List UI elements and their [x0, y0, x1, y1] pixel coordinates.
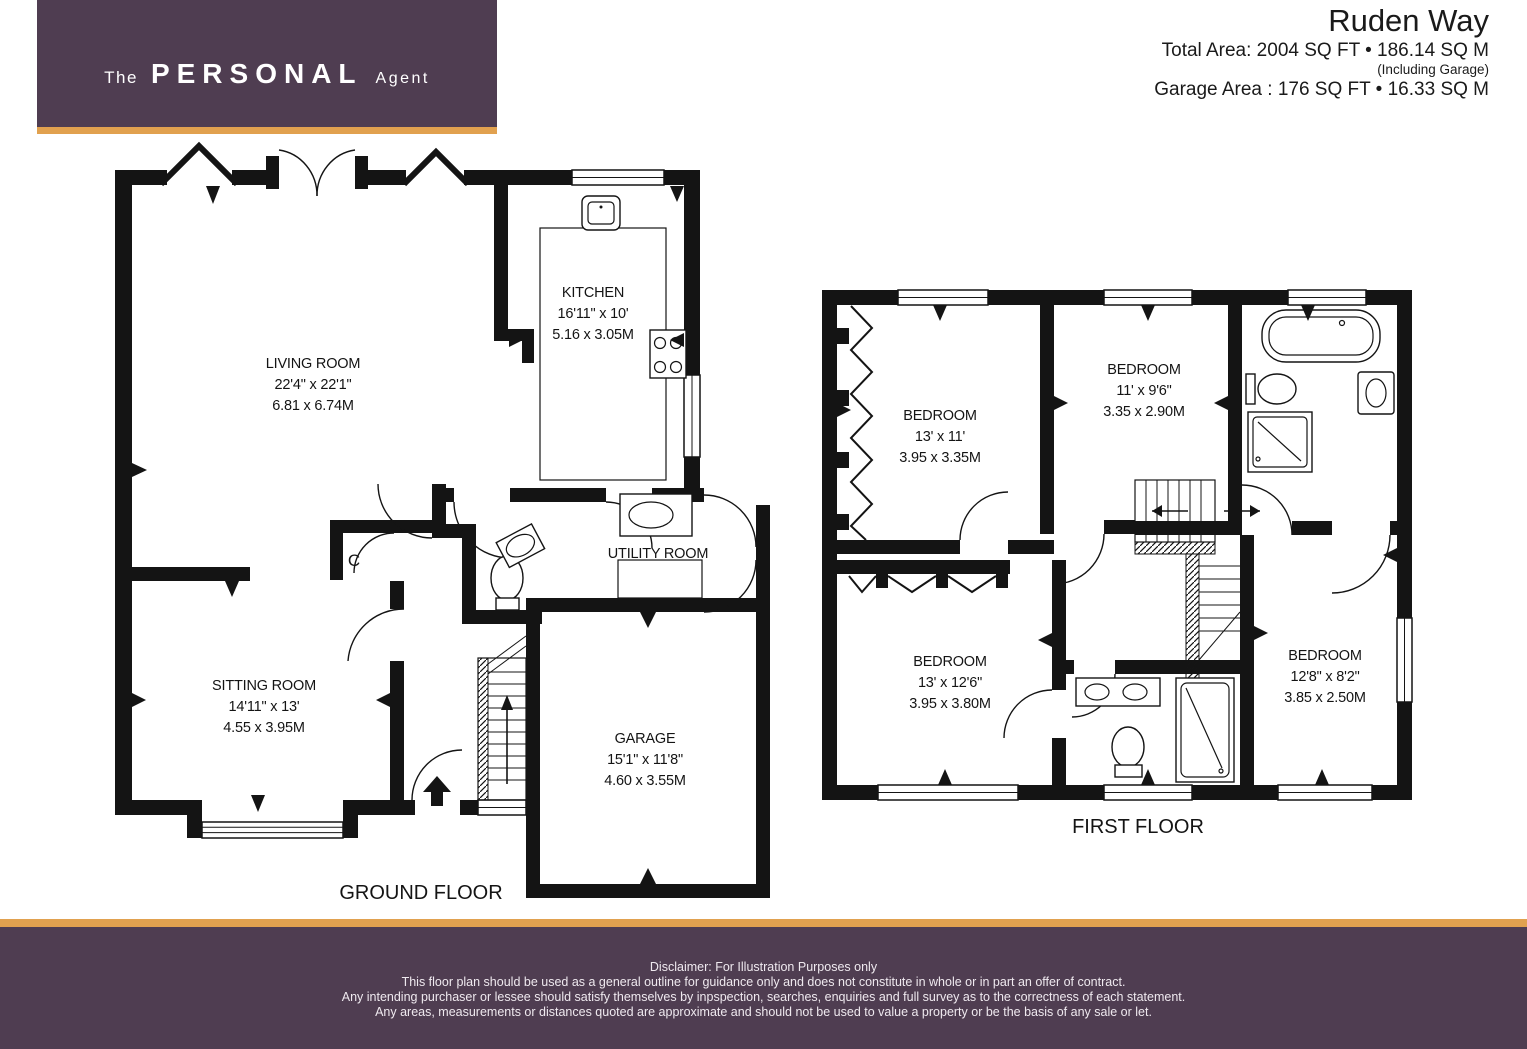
wardrobe-doors-bedroom1 — [851, 306, 872, 540]
total-area: Total Area: 2004 SQ FT • 186.14 SQ M — [1161, 40, 1489, 61]
kitchen-sink-icon — [582, 196, 620, 230]
sitting-room-imperial: 14'11" x 13' — [228, 699, 300, 715]
disclaimer-line-4: Any areas, measurements or distances quoted are approximate and should not be used to value a property or be the basis of any sale or let. — [375, 1005, 1152, 1019]
brand-the: The — [104, 68, 138, 87]
ensuite-shower-icon — [1176, 678, 1234, 782]
kitchen-counter — [540, 228, 666, 480]
french-doors — [266, 150, 368, 196]
garage-area: Garage Area : 176 SQ FT • 16.33 SQ M — [1154, 79, 1489, 100]
sitting-room-metric: 4.55 x 3.95M — [223, 720, 305, 736]
property-title: Ruden Way — [1328, 3, 1489, 38]
disclaimer-footer — [0, 927, 1527, 1049]
sitting-room-label: SITTING ROOM — [212, 678, 316, 694]
disclaimer-line-3: Any intending purchaser or lessee should satisfy themselves by inpspection, searches, enquiries and full survey as to the correctness of each statement. — [341, 990, 1186, 1004]
bathroom-toilet-icon — [1246, 374, 1296, 404]
garage-label: GARAGE — [614, 731, 676, 747]
bedroom1-label: BEDROOM — [903, 408, 977, 424]
brand-agent: Agent — [375, 70, 430, 87]
including-garage-note: (Including Garage) — [1377, 62, 1489, 77]
wardrobe-doors-bedroom3 — [849, 576, 996, 592]
living-room-metric: 6.81 x 6.74M — [272, 398, 354, 414]
first-floor-plan — [822, 290, 1412, 838]
bedroom4-imperial: 12'8" x 8'2" — [1290, 669, 1360, 685]
ground-stairs — [478, 636, 526, 800]
living-room-label: LIVING ROOM — [265, 356, 361, 372]
bedroom2-imperial: 11' x 9'6" — [1116, 383, 1172, 399]
ground-floor-title: GROUND FLOOR — [339, 882, 503, 904]
bathroom-shower-icon — [1248, 412, 1312, 472]
bedroom3-label: BEDROOM — [913, 654, 987, 670]
brand-name: PERSONAL — [150, 58, 363, 89]
kitchen-metric: 5.16 x 3.05M — [552, 327, 634, 343]
bedroom4-label: BEDROOM — [1288, 648, 1362, 664]
cupboard-label: C — [347, 551, 361, 570]
ground-floor-plan — [115, 146, 770, 904]
ensuite-toilet-icon — [1112, 727, 1144, 777]
entrance-arrow-icon — [423, 776, 451, 806]
disclaimer-line-1: Disclaimer: For Illustration Purposes only — [649, 960, 878, 974]
bedroom2-label: BEDROOM — [1107, 362, 1181, 378]
utility-sink-icon — [620, 494, 692, 536]
bedroom4-metric: 3.85 x 2.50M — [1284, 690, 1366, 706]
bedroom1-imperial: 13' x 11' — [914, 429, 966, 445]
kitchen-imperial: 16'11" x 10' — [557, 306, 629, 322]
garage-imperial: 15'1" x 11'8" — [607, 752, 683, 768]
footer-accent-stripe — [0, 919, 1527, 927]
kitchen-label: KITCHEN — [561, 285, 625, 301]
ensuite-basins-icon — [1076, 678, 1160, 706]
first-floor-title: FIRST FLOOR — [1072, 816, 1204, 838]
bedroom3-metric: 3.95 x 3.80M — [909, 696, 991, 712]
living-room-imperial: 22'4" x 22'1" — [274, 377, 352, 393]
utility-room-label: UTILITY ROOM — [607, 546, 709, 562]
bedroom1-metric: 3.95 x 3.35M — [899, 450, 981, 466]
bath-icon — [1262, 310, 1380, 362]
garage-metric: 4.60 x 3.55M — [604, 773, 686, 789]
bedroom2-metric: 3.35 x 2.90M — [1103, 404, 1185, 420]
bedroom3-imperial: 13' x 12'6" — [917, 675, 983, 691]
disclaimer-line-2: This floor plan should be used as a general outline for guidance only and does not constitute in whole or in part an offer of contract. — [401, 975, 1126, 989]
bathroom-basin-icon — [1358, 372, 1394, 414]
utility-counter — [618, 560, 702, 598]
